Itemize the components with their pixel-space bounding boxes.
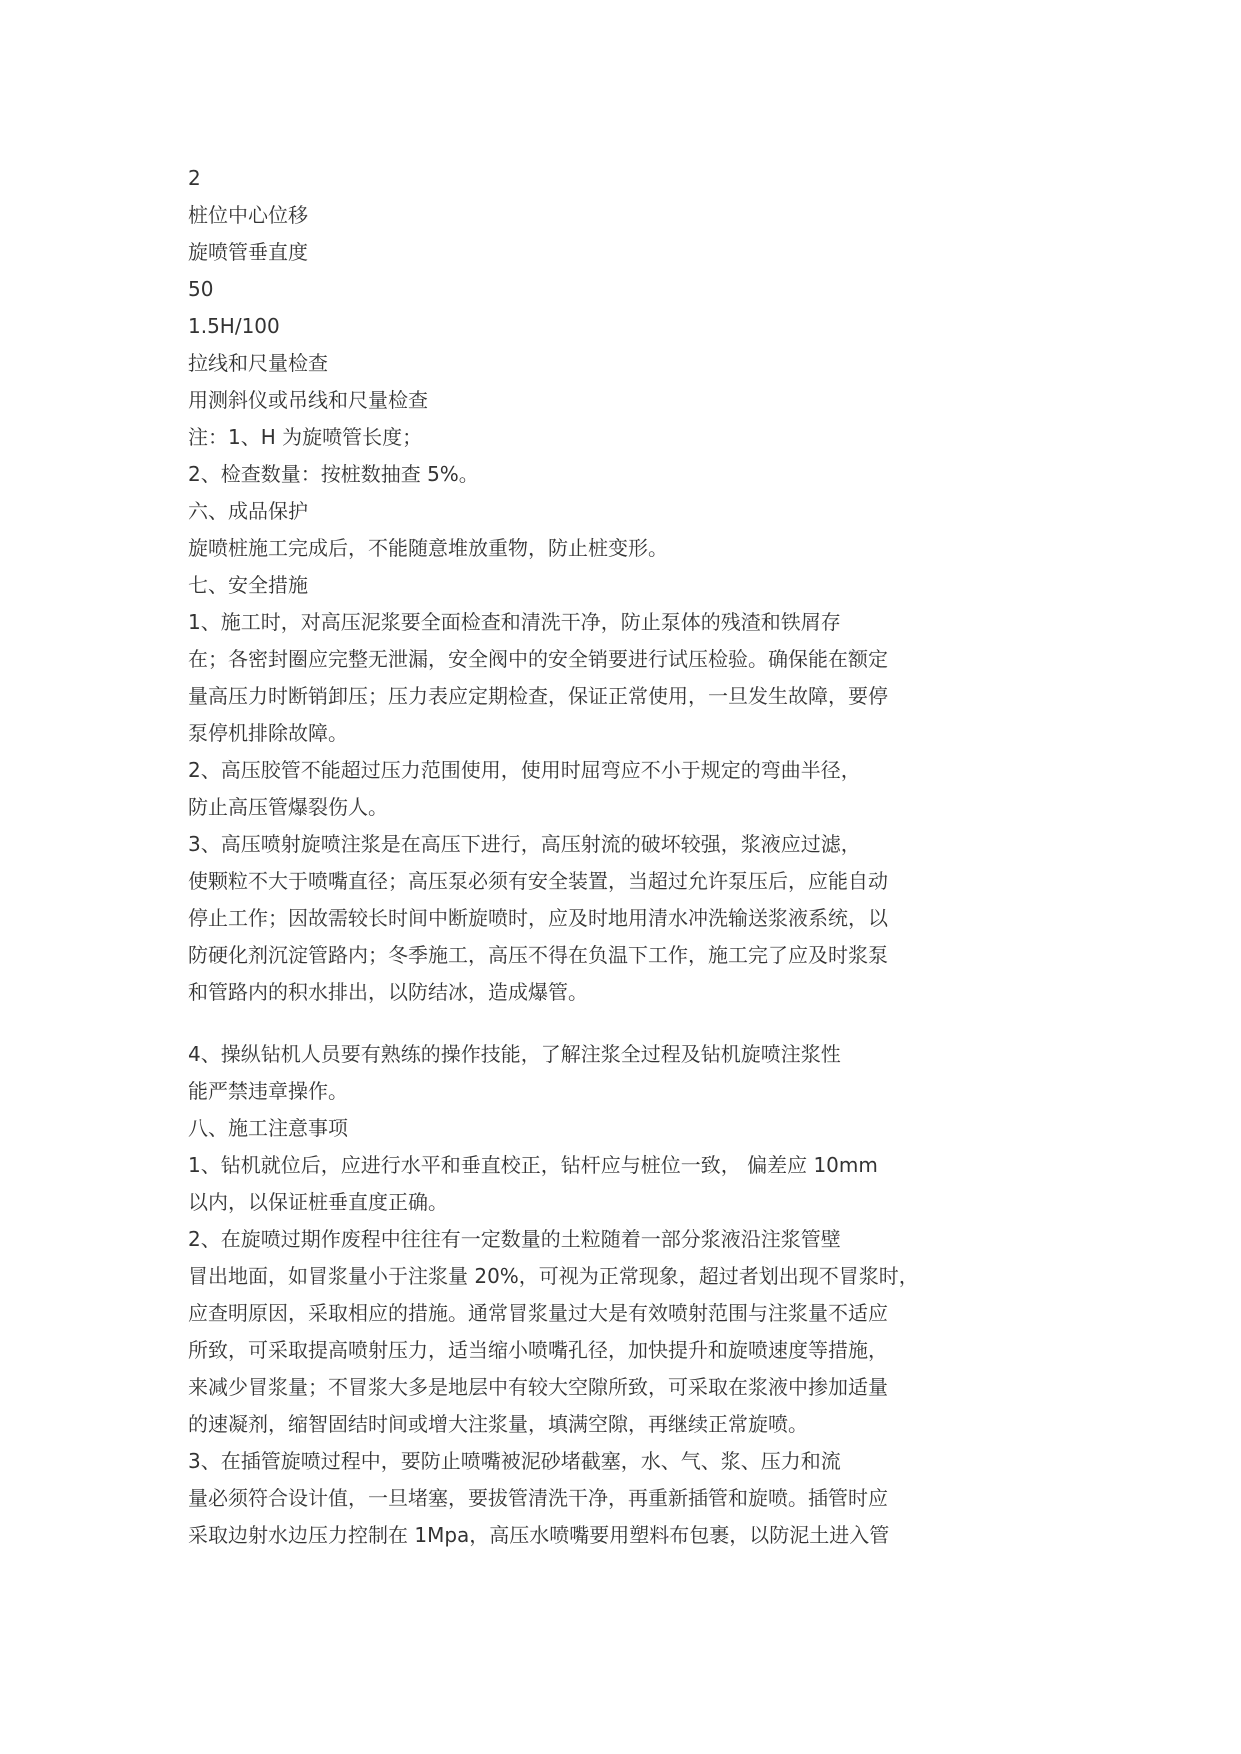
text-line: 采取边射水边压力控制在 1Mpa，高压水喷嘴要用塑料布包裹，以防泥土进入管 bbox=[188, 1523, 890, 1547]
text-line: 停止工作；因故需较长时间中断旋喷时，应及时地用清水冲洗输送浆液系统，以 bbox=[188, 906, 888, 930]
text-line: 的速凝剂，缩智固结时间或增大注浆量，填满空隙，再继续正常旋喷。 bbox=[188, 1412, 808, 1436]
text-line: 所致，可采取提高喷射压力，适当缩小喷嘴孔径，加快提升和旋喷速度等措施， bbox=[188, 1338, 888, 1362]
text-line: 在；各密封圈应完整无泄漏，安全阀中的安全销要进行试压检验。确保能在额定 bbox=[188, 647, 888, 671]
text-line: 量高压力时断销卸压；压力表应定期检查，保证正常使用，一旦发生故障，要停 bbox=[188, 684, 888, 708]
text-line: 以内，以保证桩垂直度正确。 bbox=[188, 1190, 448, 1214]
paragraph-gap bbox=[188, 1011, 1008, 1036]
text-line: 2、高压胶管不能超过压力范围使用，使用时屈弯应不小于规定的弯曲半径， bbox=[188, 758, 861, 782]
text-line: 1、钻机就位后，应进行水平和垂直校正，钻杆应与桩位一致， 偏差应 10mm bbox=[188, 1153, 878, 1177]
text-line: 旋喷管垂直度 bbox=[188, 240, 308, 264]
text-line: 旋喷桩施工完成后，不能随意堆放重物，防止桩变形。 bbox=[188, 536, 668, 560]
text-line: 50 bbox=[188, 277, 214, 301]
text-line: 1、施工时，对高压泥浆要全面检查和清洗干净，防止泵体的残渣和铁屑存 bbox=[188, 610, 841, 634]
text-block-upper bbox=[188, 160, 1008, 1011]
text-line: 4、操纵钻机人员要有熟练的操作技能，了解注浆全过程及钻机旋喷注浆性 bbox=[188, 1042, 841, 1066]
text-line: 能严禁违章操作。 bbox=[188, 1079, 348, 1103]
text-line: 拉线和尺量检查 bbox=[188, 351, 328, 375]
text-line: 冒出地面，如冒浆量小于注浆量 20%，可视为正常现象，超过者划出现不冒浆时， bbox=[188, 1264, 919, 1288]
text-line: 3、在插管旋喷过程中，要防止喷嘴被泥砂堵截塞，水、气、浆、压力和流 bbox=[188, 1449, 841, 1473]
text-line: 用测斜仪或吊线和尺量检查 bbox=[188, 388, 428, 412]
text-block-lower bbox=[188, 1036, 1008, 1554]
document-body bbox=[188, 160, 1008, 1554]
text-line: 七、安全措施 bbox=[188, 573, 308, 597]
text-line: 2、检查数量：按桩数抽查 5%。 bbox=[188, 462, 479, 486]
text-line: 防硬化剂沉淀管路内；冬季施工，高压不得在负温下工作，施工完了应及时浆泵 bbox=[188, 943, 888, 967]
text-line: 桩位中心位移 bbox=[188, 203, 308, 227]
text-line: 泵停机排除故障。 bbox=[188, 721, 348, 745]
text-line: 2 bbox=[188, 166, 201, 190]
text-line: 1.5H/100 bbox=[188, 314, 280, 338]
text-line: 使颗粒不大于喷嘴直径；高压泵必须有安全装置，当超过允许泵压后，应能自动 bbox=[188, 869, 888, 893]
text-line: 防止高压管爆裂伤人。 bbox=[188, 795, 388, 819]
text-line: 来减少冒浆量；不冒浆大多是地层中有较大空隙所致，可采取在浆液中掺加适量 bbox=[188, 1375, 888, 1399]
text-line: 注：1、H 为旋喷管长度； bbox=[188, 425, 423, 449]
text-line: 八、施工注意事项 bbox=[188, 1116, 348, 1140]
text-line: 六、成品保护 bbox=[188, 499, 308, 523]
text-line: 应查明原因，采取相应的措施。通常冒浆量过大是有效喷射范围与注浆量不适应 bbox=[188, 1301, 888, 1325]
text-line: 量必须符合设计值，一旦堵塞，要拔管清洗干净，再重新插管和旋喷。插管时应 bbox=[188, 1486, 888, 1510]
text-line: 2、在旋喷过期作废程中往往有一定数量的土粒随着一部分浆液沿注浆管壁 bbox=[188, 1227, 841, 1251]
text-line: 3、高压喷射旋喷注浆是在高压下进行，高压射流的破坏较强，浆液应过滤， bbox=[188, 832, 861, 856]
text-line: 和管路内的积水排出，以防结冰，造成爆管。 bbox=[188, 980, 588, 1004]
